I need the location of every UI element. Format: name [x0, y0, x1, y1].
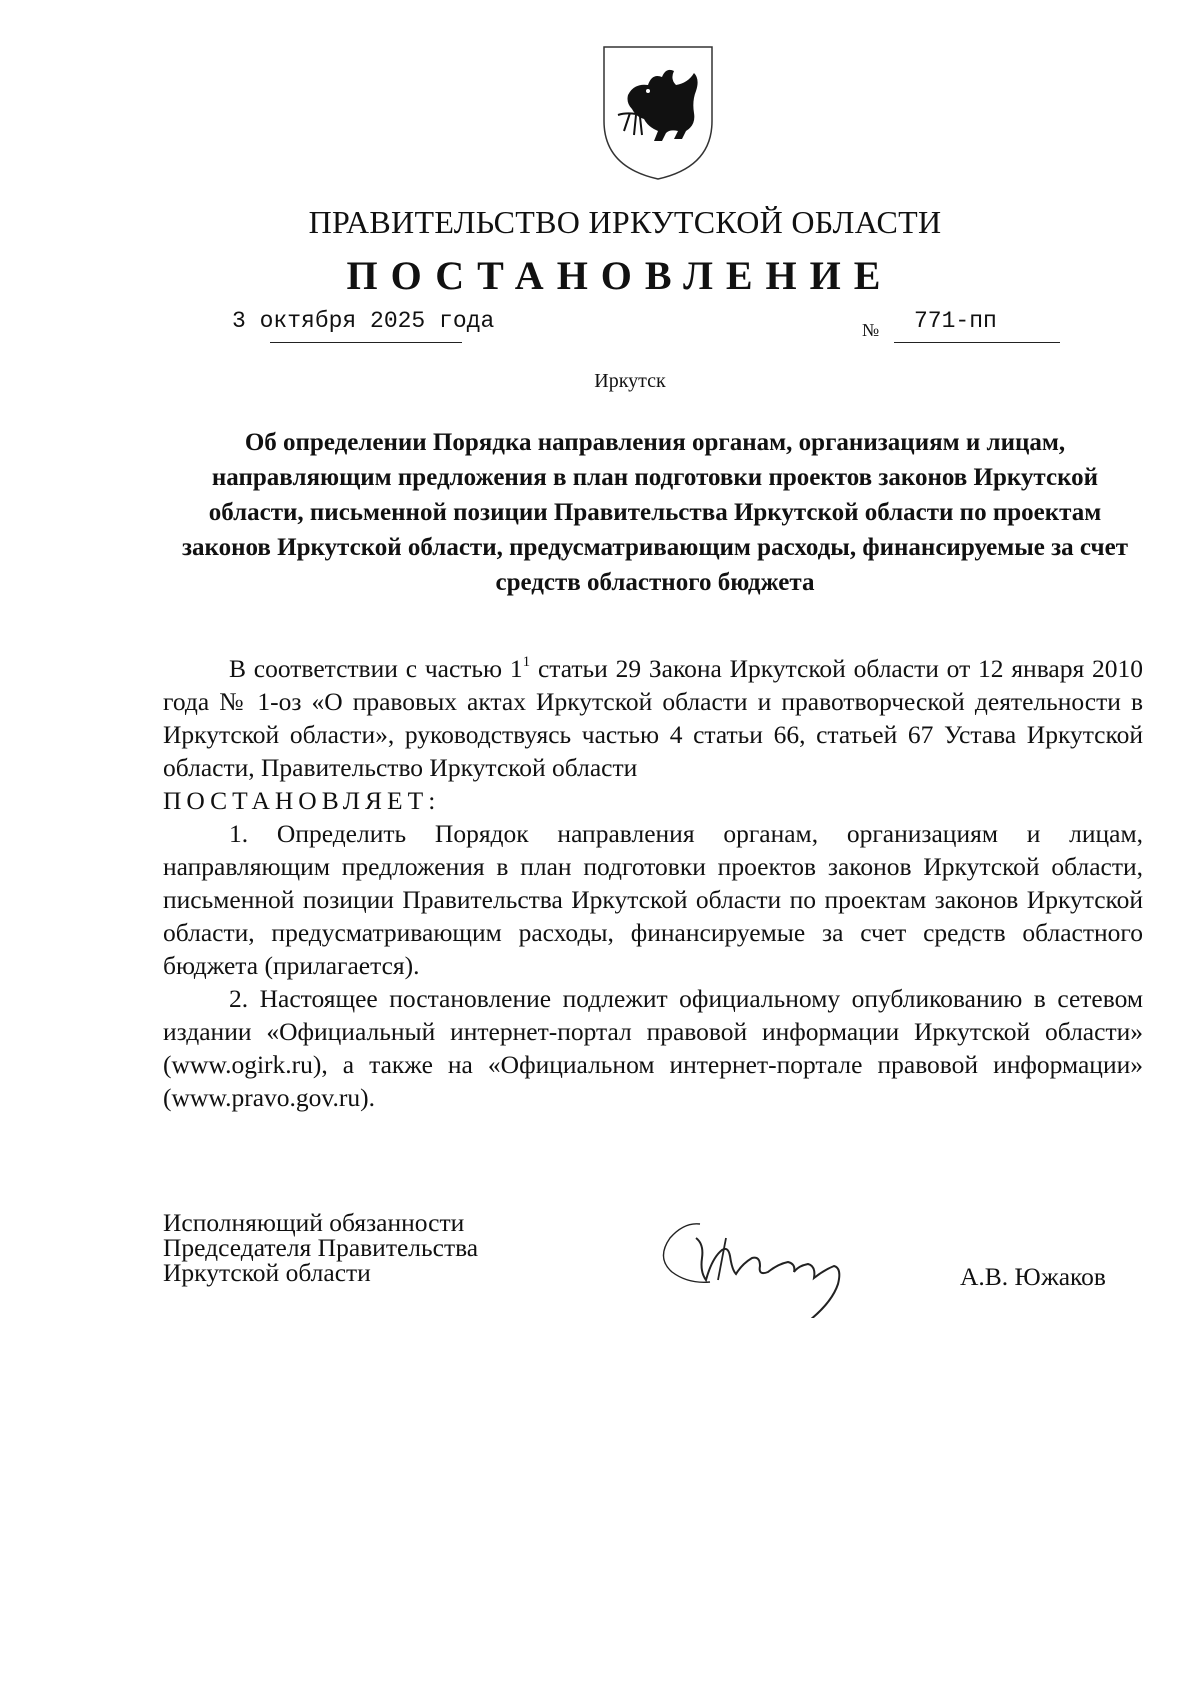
preamble-text-1: В соответствии с частью 1 — [229, 654, 523, 683]
document-title: Об определении Порядка направления органам, организациям и лицам, направляющим предложения в план подготовки проектов законов Иркутской области, письменной позиции Правительства Иркутской области по проектам законов Иркутской области, предусматривающим расходы, финансируемые за счет средств областного бюджета — [181, 429, 1129, 596]
resolves-heading: ПОСТАНОВЛЯЕТ: — [163, 786, 441, 815]
preamble-superscript: 1 — [522, 654, 531, 670]
signer-position — [163, 1210, 583, 1285]
clause-1: 1. Определить Порядок направления органам, организациям и лицам, направляющим предложения в план подготовки проектов законов Иркутской области, письменной позиции Правительства Иркутской области по проектам законов Иркутской области, предусматривающим расходы, финансируемые за счет средств областного бюджета (прилагается). — [163, 819, 1143, 980]
date-text: 3 октября 2025 года — [232, 308, 495, 334]
number-value: 771-пп — [914, 308, 997, 334]
organization-name: ПРАВИТЕЛЬСТВО ИРКУТСКОЙ ОБЛАСТИ — [308, 204, 942, 240]
handwritten-signature — [648, 1198, 898, 1318]
clause-2: 2. Настоящее постановление подлежит официальному опубликованию в сетевом издании «Официальный интернет-портал правовой информации Иркутской области» (www.ogirk.ru), а также на «Официальном интернет-портале правовой информации» (www.pravo.gov.ru). — [163, 984, 1143, 1112]
signer-name: А.В. Южаков — [960, 1262, 1106, 1291]
number-sign: № — [862, 320, 880, 340]
number-underline — [894, 342, 1060, 343]
signer-position-line-2: Председателя Правительства — [163, 1233, 479, 1262]
signer-position-line-3: Иркутской области — [163, 1258, 371, 1287]
signer-position-line-1: Исполняющий обязанности — [163, 1208, 465, 1237]
document-body — [163, 652, 1143, 1114]
document-type-heading: ПОСТАНОВЛЕНИЕ — [346, 253, 894, 298]
document-date — [232, 306, 502, 336]
city-name: Иркутск — [594, 370, 666, 392]
preamble-paragraph — [163, 652, 1143, 784]
irkutsk-coat-of-arms-icon — [600, 43, 716, 183]
preamble-text-2: статьи 29 Закона Иркутской области от 12 января 2010 года № 1-оз «О правовых актах Иркутской области и правотворческой деятельности в Иркутской области», руководствуясь частью 4 статьи 66, статьей 67 Устава Иркутской области, Правительство Иркутской области — [163, 654, 1143, 782]
date-underline — [270, 342, 462, 343]
document-number — [862, 306, 1062, 346]
